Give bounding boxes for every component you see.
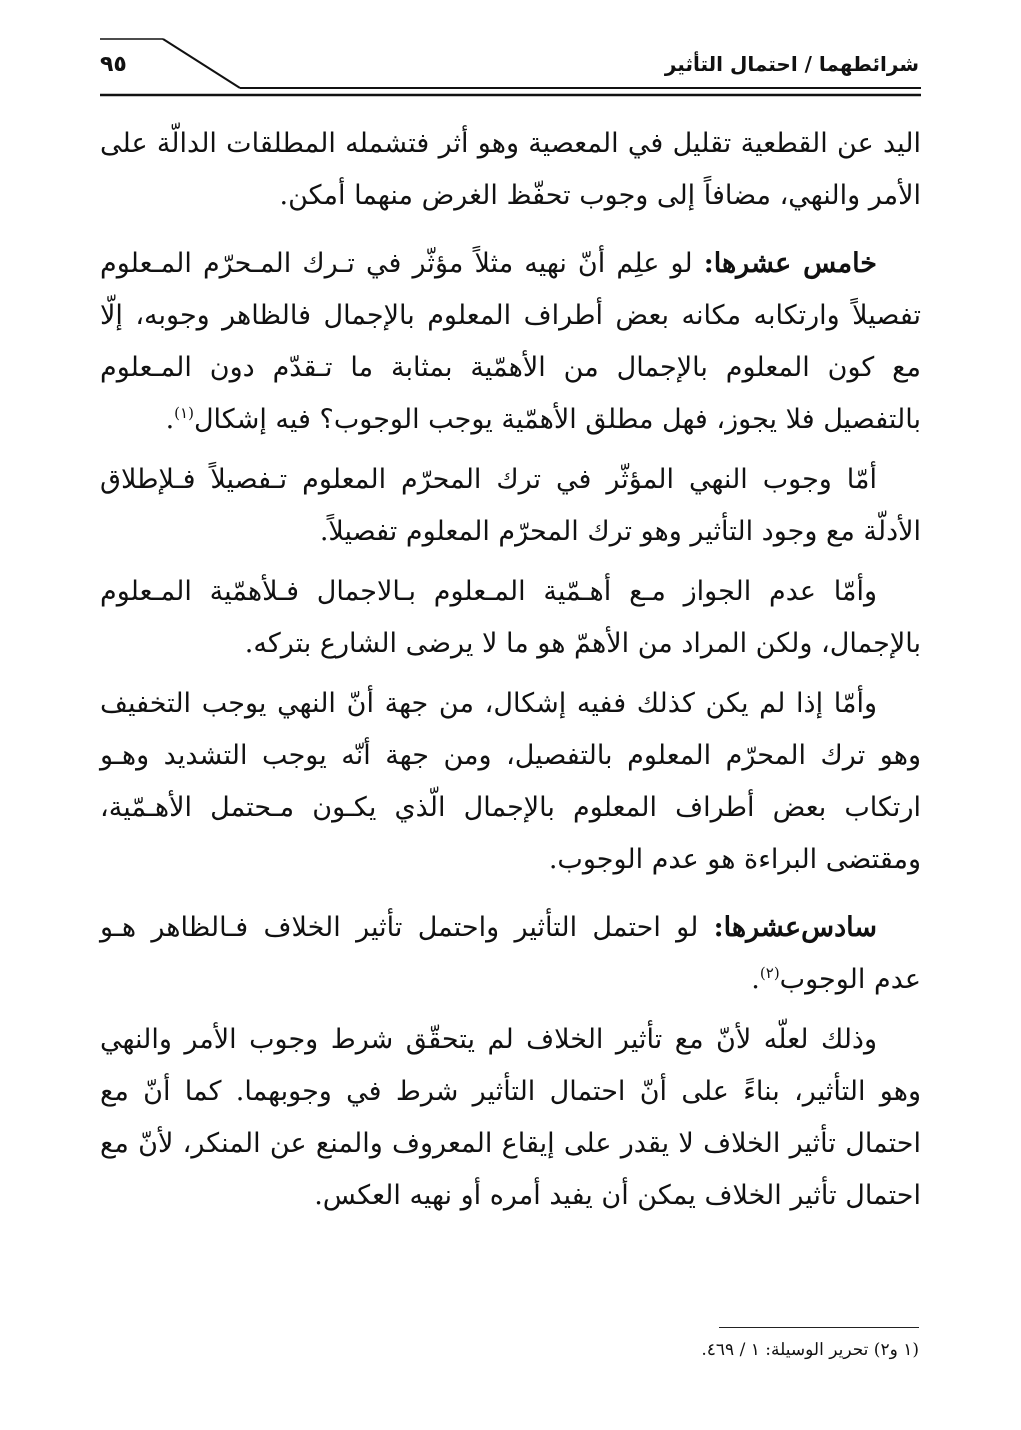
paragraph: سادس‌عشرها: لو احتمل التأثير واحتمل تأثير الخلاف فـالظاهر هـو عدم الوجوب$^{(٢)}$. bbox=[100, 912, 921, 995]
footnote-separator bbox=[719, 1327, 919, 1328]
paragraph: وأمّا إذا لم يكن كذلك ففيه إشكال، من جهة أنّ النهي يوجب التخفيف وهو ترك المحرّم المعلوم بالتفصيل، ومن جهة أنّه يوجب التشديد وهـو ارتكاب بعض أطراف المعلوم بالإجمال الّذي يكـون مـحتمل الأهـمّية، ومقتضى البراءة هو عدم الوجوب. bbox=[100, 688, 921, 875]
paragraph-lead: خامس عشرها: bbox=[703, 248, 877, 279]
body-text bbox=[100, 118, 921, 1238]
footnote-ref: (١) bbox=[174, 404, 194, 422]
page-number: ٩٥ bbox=[100, 52, 127, 77]
header-rules bbox=[0, 0, 1021, 100]
paragraph: اليد عن القطعية تقليل في المعصية وهو أثر فتشمله المطلقات الدالّة على الأمر والنهي، مضافاً إلى وجوب تحفّظ الغرض منهما أمكن. bbox=[100, 128, 921, 211]
paragraph: خامس عشرها: لو علِم أنّ نهيه مثلاً مؤثّر في تـرك المـحرّم المـعلوم تفصيلاً وارتكابه مكانه بعض أطراف المعلوم بالإجمال فالظاهر وجوبه، إلّا مع كون المعلوم بالإجمال من الأهمّية بمثابة ما تـقدّم دون المـعلوم بالتفصيل فلا يجوز، فهل مطلق الأهمّية يوجب الوجوب؟ فيه إشكال$^{(١)}$. bbox=[100, 248, 921, 435]
paragraph-lead: سادس‌عشرها: bbox=[713, 912, 877, 943]
page-header bbox=[0, 0, 1021, 100]
footnote-ref: (٢) bbox=[759, 964, 780, 982]
paragraph: أمّا وجوب النهي المؤثّر في ترك المحرّم المعلوم تـفصيلاً فـلإطلاق الأدلّة مع وجود التأثير وهو ترك المحرّم المعلوم تفصيلاً. bbox=[100, 464, 921, 547]
footnote: (١ و٢) تحرير الوسيلة: ١ / ٤٦٩. bbox=[701, 1340, 919, 1360]
running-title: شرائطهما / احتمال التأثير bbox=[664, 52, 919, 76]
paragraph: وأمّا عدم الجواز مـع أهـمّية المـعلوم بـالاجمال فـلأهمّية المـعلوم بالإجمال، ولكن المراد من الأهمّ هو ما لا يرضى الشارع بتركه. bbox=[100, 576, 921, 659]
paragraph: وذلك لعلّه لأنّ مع تأثير الخلاف لم يتحقّق شرط وجوب الأمر والنهي وهو التأثير، بناءً على أنّ احتمال التأثير شرط في وجوبهما. كما أنّ مع احتمال تأثير الخلاف لا يقدر على إيقاع المعروف والمنع عن المنكر، لأنّ مع احتمال تأثير الخلاف يمكن أن يفيد أمره أو نهيه العكس. bbox=[100, 1024, 921, 1211]
